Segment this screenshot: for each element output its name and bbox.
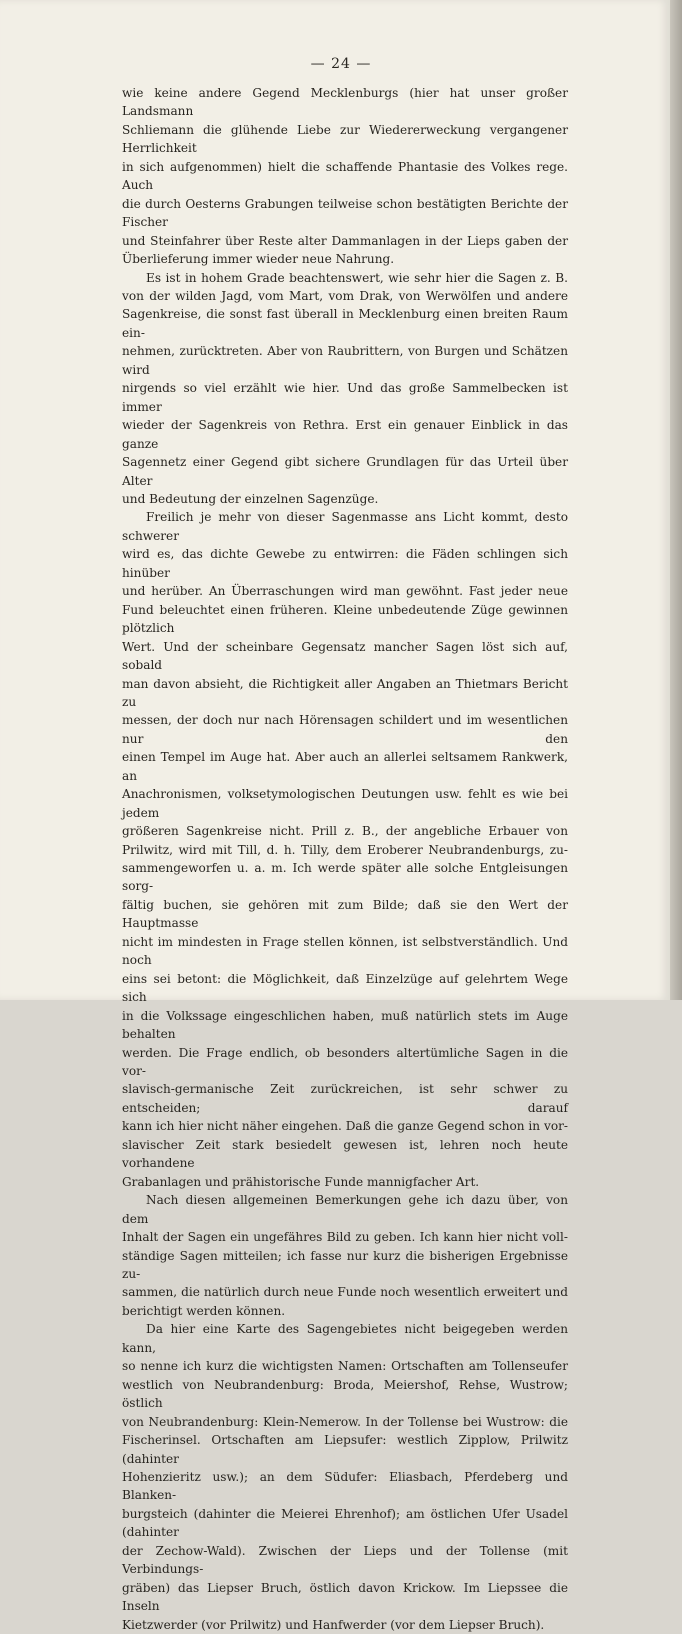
text-line: Grabanlagen und prähistorische Funde mannigfacher Art. [122,1174,480,1189]
text-line: wieder der Sagenkreis von Rethra. Erst ein genauer Einblick in das ganze [122,418,568,451]
text-line: und Bedeutung der einzelnen Sagenzüge. [122,491,379,506]
text-line: Fund beleuchtet einen früheren. Kleine unbedeutende Züge gewinnen plötzlich [122,602,568,636]
text-line: man davon absieht, die Richtigkeit aller Angaben an Thietmars Bericht zu [122,676,568,709]
text-line: einen Tempel im Auge hat. Aber auch an allerlei seltsamem Rankwerk, an [122,750,568,783]
text-line: Kietzwerder (vor Prilwitz) und Hanfwerder (vor dem Liepser Bruch). [122,1617,545,1632]
text-line: messen, der doch nur nach Hörensagen schildert und im wesentlichen nur den [122,713,568,746]
book-spine-edge [670,0,682,1000]
text-line: nicht im mindesten in Frage stellen können, ist selbstverständlich. Und noch [122,934,568,968]
text-line: Wert. Und der scheinbare Gegensatz mancher Sagen löst sich auf, sobald [122,639,568,673]
paragraph [122,84,568,269]
text-line: Sagenkreise, die sonst fast überall in Mecklenburg einen breiten Raum ein- [122,307,568,340]
text-line: eins sei betont: die Möglichkeit, daß Einzelzüge auf gelehrtem Wege sich [122,971,568,1005]
paragraph [122,269,568,509]
text-line: so nenne ich kurz die wichtigsten Namen: Ortschaften am Tollenseufer [122,1359,568,1374]
text-line: in sich aufgenommen) hielt die schaffende Phantasie des Volkes rege. Auch [122,159,568,193]
text-line: gräben) das Liepser Bruch, östlich davon Krickow. Im Liepssee die Inseln [122,1580,568,1614]
text-line: ständige Sagen mitteilen; ich fasse nur kurz die bisherigen Ergebnisse zu- [122,1248,568,1281]
text-line: Nach diesen allgemeinen Bemerkungen gehe ich dazu über, von dem [122,1193,568,1226]
text-line: sammengeworfen u. a. m. Ich werde später alle solche Entgleisungen sorg- [122,861,568,894]
text-line: werden. Die Frage endlich, ob besonders altertümliche Sagen in die vor- [122,1045,568,1079]
text-line: Schliemann die glühende Liebe zur Wiedererweckung vergangener Herrlichkeit [122,122,568,156]
text-line: Sagennetz einer Gegend gibt sichere Grundlagen für das Urteil über Alter [122,455,568,488]
text-line: sammen, die natürlich durch neue Funde noch wesentlich erweitert und [122,1285,568,1300]
text-line: slavisch-germanische Zeit zurückreichen, ist sehr schwer zu entscheiden; darauf [122,1082,568,1115]
text-line: größeren Sagenkreise nicht. Prill z. B., der angebliche Erbauer von [122,824,568,839]
paragraph [122,1320,568,1634]
text-line: Freilich je mehr von dieser Sagenmasse ans Licht kommt, desto schwerer [122,510,568,543]
text-line: wie keine andere Gegend Mecklenburgs (hier hat unser großer Landsmann [122,86,568,119]
text-line: in die Volkssage eingeschlichen haben, muß natürlich stets im Auge behalten [122,1008,568,1042]
text-line: Da hier eine Karte des Sagengebietes nicht beigegeben werden kann, [122,1322,568,1355]
text-line: kann ich hier nicht näher eingehen. Daß die ganze Gegend schon in vor- [122,1119,568,1134]
text-line: nirgends so viel erzählt wie hier. Und das große Sammelbecken ist immer [122,381,568,414]
page-number: — 24 — [310,56,372,72]
text-line: und herüber. An Überraschungen wird man gewöhnt. Fast jeder neue [122,584,568,599]
text-line: von der wilden Jagd, vom Mart, vom Drak, von Werwölfen und andere [122,288,568,303]
text-line: der Zechow-Wald). Zwischen der Lieps und der Tollense (mit Verbindungs- [122,1543,568,1577]
text-line: fältig buchen, sie gehören mit zum Bilde; daß sie den Wert der Hauptmasse [122,897,568,931]
text-line: Inhalt der Sagen ein ungefähres Bild zu geben. Ich kann hier nicht voll- [122,1230,568,1245]
text-line: Hohenzieritz usw.); an dem Südufer: Eliasbach, Pferdeberg und Blanken- [122,1469,568,1503]
text-line: Überlieferung immer wieder neue Nahrung. [122,252,395,267]
paragraph [122,508,568,1191]
text-line: und Steinfahrer über Reste alter Dammanlagen in der Lieps gaben der [122,233,568,248]
text-line: von Neubrandenburg: Klein-Nemerow. In der Tollense bei Wustrow: die [122,1414,568,1429]
body-text [122,84,568,1634]
text-line: die durch Oesterns Grabungen teilweise schon bestätigten Berichte der Fischer [122,196,568,230]
text-line: westlich von Neubrandenburg: Broda, Meiershof, Rehse, Wustrow; östlich [122,1377,568,1411]
text-line: berichtigt werden können. [122,1303,286,1318]
text-line: burgsteich (dahinter die Meierei Ehrenhof); am östlichen Ufer Usadel (dahinter [122,1506,568,1540]
text-line: Es ist in hohem Grade beachtenswert, wie sehr hier die Sagen z. B. [146,270,568,285]
text-line: Fischerinsel. Ortschaften am Liepsufer: westlich Zipplow, Prilwitz (dahinter [122,1433,568,1466]
text-line: Anachronismen, volksetymologischen Deutungen usw. fehlt es wie bei jedem [122,787,568,820]
text-line: Prilwitz, wird mit Till, d. h. Tilly, dem Eroberer Neubrandenburgs, zu- [122,842,568,857]
text-line: slavischer Zeit stark besiedelt gewesen ist, lehren noch heute vorhandene [122,1137,568,1171]
paragraph [122,1191,568,1320]
text-line: nehmen, zurücktreten. Aber von Raubrittern, von Burgen und Schätzen wird [122,344,568,377]
text-line: wird es, das dichte Gewebe zu entwirren: die Fäden schlingen sich hinüber [122,547,568,580]
